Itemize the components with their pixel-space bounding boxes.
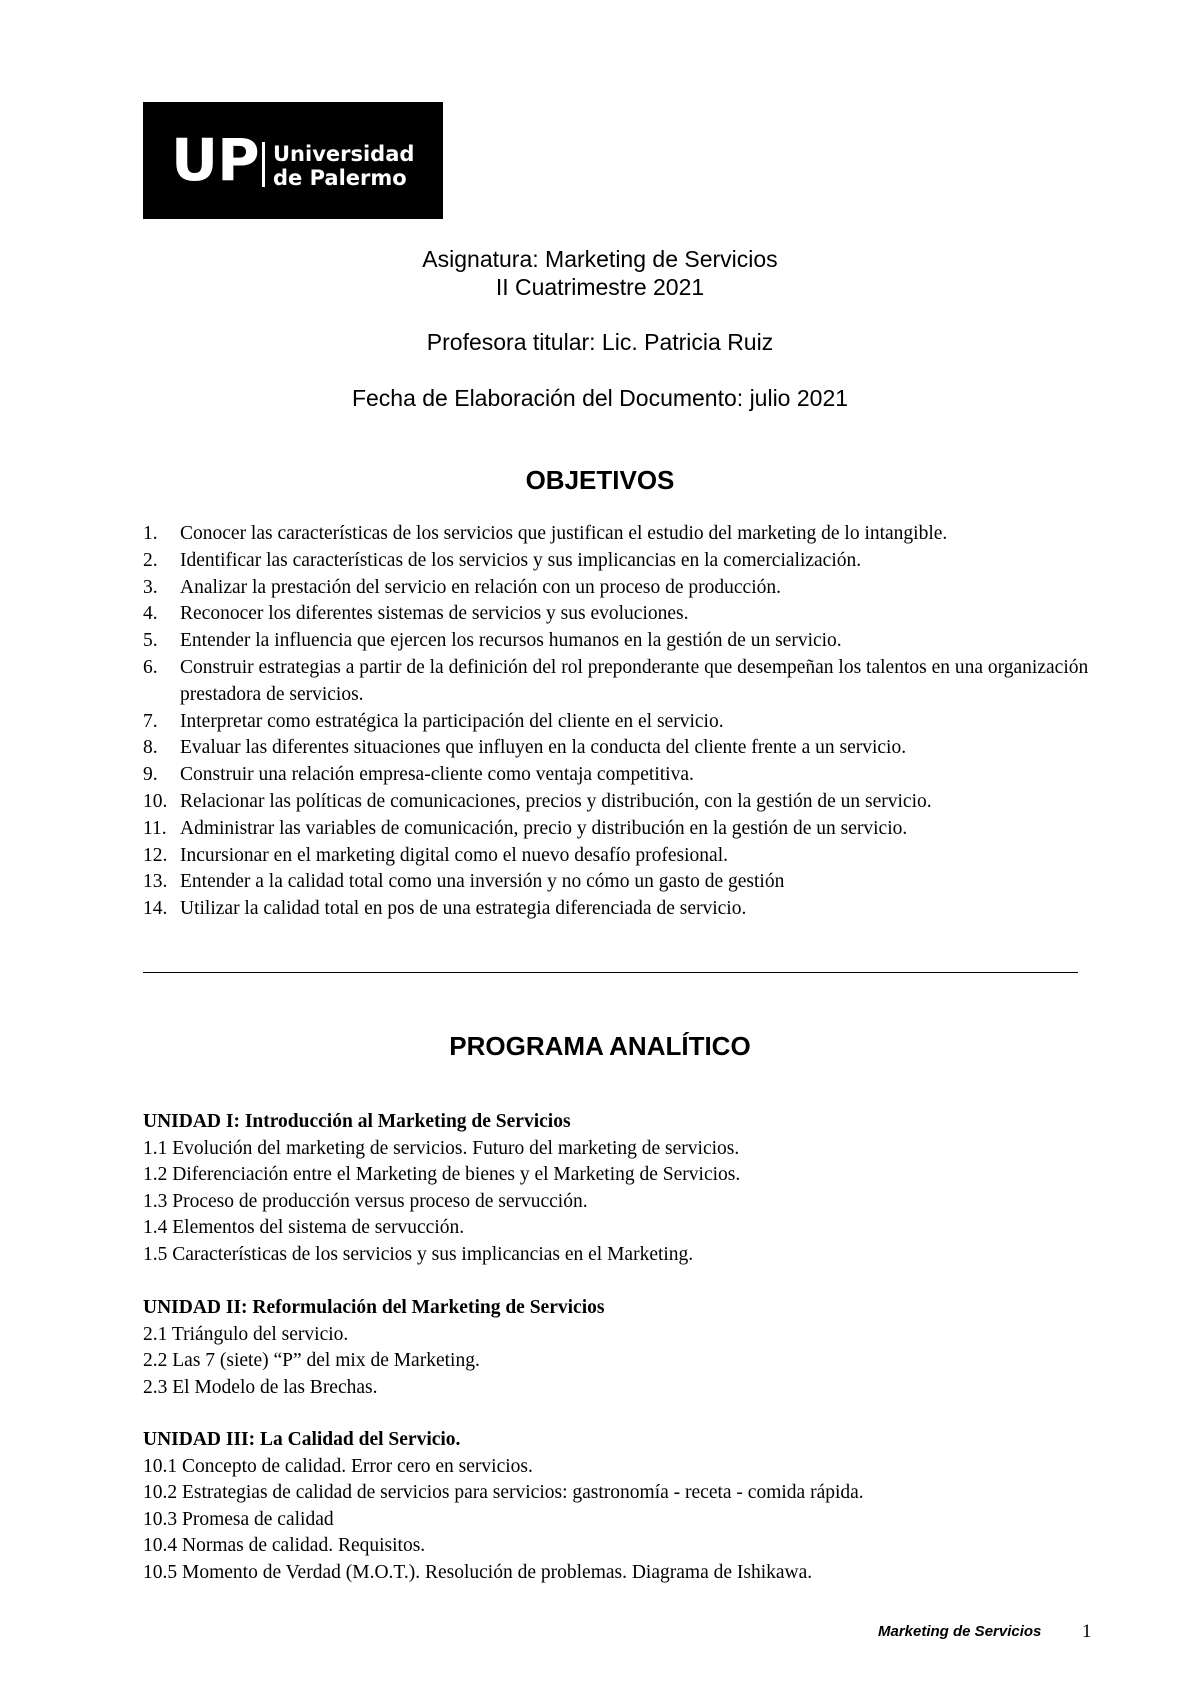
unit-item: 2.1 Triángulo del servicio. [143,1323,349,1345]
unit-item: 1.5 Características de los servicios y sus implicancias en el Marketing. [143,1243,694,1265]
logo-name-line2: de Palermo [273,166,407,190]
objective-text: Entender la influencia que ejercen los recursos humanos en la gestión de un servicio. [180,630,842,652]
objective-text: Relacionar las políticas de comunicaciones, precios y distribución, con la gestión de un servicio. [180,790,932,812]
unit-item: 2.2 Las 7 (siete) “P” del mix de Marketing. [143,1350,480,1372]
unit-item: 2.3 El Modelo de las Brechas. [143,1376,378,1398]
objective-number: 4. [143,603,158,625]
objective-number: 12. [143,844,168,866]
objective-number: 6. [143,656,158,678]
unit-title: UNIDAD I: Introducción al Marketing de Servicios [143,1111,571,1132]
professor-line: Profesora titular: Lic. Patricia Ruiz [426,329,774,355]
objective-text: Construir una relación empresa-cliente como ventaja competitiva. [180,764,694,786]
objective-item [143,709,1093,736]
objective-item [143,575,1093,602]
objective-text: Administrar las variables de comunicación, precio y distribución en la gestión de un servicio. [180,817,908,839]
objective-text: Incursionar en el marketing digital como el nuevo desafío profesional. [180,844,728,866]
objective-item [143,789,1093,816]
objective-text: Interpretar como estratégica la participación del cliente en el servicio. [180,710,724,732]
objective-number: 5. [143,630,158,652]
logo-name-line1: Universidad [273,142,415,166]
objective-number: 10. [143,790,168,812]
unit-3 [143,1427,1103,1587]
unit-2 [143,1295,1103,1401]
logo-name [273,142,414,190]
objective-text: Reconocer los diferentes sistemas de servicios y sus evoluciones. [180,603,689,625]
objective-text: Entender a la calidad total como una inversión y no cómo un gasto de gestión [180,871,785,893]
objective-item [143,869,1093,896]
section-divider [143,972,1078,973]
university-logo [143,102,443,219]
objective-number: 3. [143,576,158,598]
objective-item [143,896,1093,923]
objective-text: Analizar la prestación del servicio en relación con un proceso de producción. [180,576,782,598]
subject-line: Asignatura: Marketing de Servicios [422,246,778,272]
objective-item [143,762,1093,789]
objective-number: 7. [143,710,158,732]
unit-title: UNIDAD III: La Calidad del Servicio. [143,1429,461,1450]
objective-item [143,735,1093,762]
program-title: PROGRAMA ANALÍTICO [449,1031,751,1061]
unit-item: 10.5 Momento de Verdad (M.O.T.). Resolución de problemas. Diagrama de Ishikawa. [143,1561,813,1583]
objective-item [143,816,1093,843]
unit-item: 1.2 Diferenciación entre el Marketing de bienes y el Marketing de Servicios. [143,1164,741,1186]
objective-item [143,843,1093,870]
logo-divider [262,142,265,187]
unit-item: 10.4 Normas de calidad. Requisitos. [143,1535,426,1557]
page-number: 1 [1082,1621,1092,1642]
logo-mark: UP [171,126,259,194]
unit-item: 1.1 Evolución del marketing de servicios. Futuro del marketing de servicios. [143,1137,740,1159]
objective-item [143,521,1093,548]
unit-item: 10.2 Estrategias de calidad de servicios para servicios: gastronomía - receta - comida rápida. [143,1482,864,1504]
objective-item [143,601,1093,628]
objective-number: 1. [143,523,158,544]
objective-item [143,548,1093,575]
objective-text: Evaluar las diferentes situaciones que influyen en la conducta del cliente frente a un servicio. [180,737,907,759]
unit-title: UNIDAD II: Reformulación del Marketing de Servicios [143,1297,605,1318]
objective-number: 8. [143,737,158,759]
objective-number: 9. [143,764,158,786]
objectives-title: OBJETIVOS [525,465,675,495]
objective-number: 11. [143,817,167,839]
date-line: Fecha de Elaboración del Documento: julio 2021 [351,385,849,411]
objective-text: Identificar las características de los servicios y sus implicancias en la comercialización. [180,549,862,571]
objective-number: 2. [143,549,158,571]
objectives-list [143,521,1093,923]
objective-text: Conocer las características de los servicios que justifican el estudio del marketing de lo intangible. [180,523,948,544]
unit-item: 1.3 Proceso de producción versus proceso de servucción. [143,1190,588,1212]
objective-text: Construir estrategias a partir de la definición del rol preponderante que desempeñan los talentos en una organización prestadora de servicios. [180,656,1089,705]
unit-item: 1.4 Elementos del sistema de servucción. [143,1217,465,1239]
footer-title: Marketing de Servicios [878,1623,1042,1640]
objective-text: Utilizar la calidad total en pos de una estrategia diferenciada de servicio. [180,898,747,920]
objective-number: 14. [143,898,168,920]
objective-item [143,655,1093,709]
objective-number: 13. [143,871,168,893]
unit-item: 10.1 Concepto de calidad. Error cero en servicios. [143,1455,533,1477]
unit-1 [143,1109,1103,1269]
objective-item [143,628,1093,655]
unit-item: 10.3 Promesa de calidad [143,1508,334,1530]
term-line: II Cuatrimestre 2021 [495,274,705,300]
